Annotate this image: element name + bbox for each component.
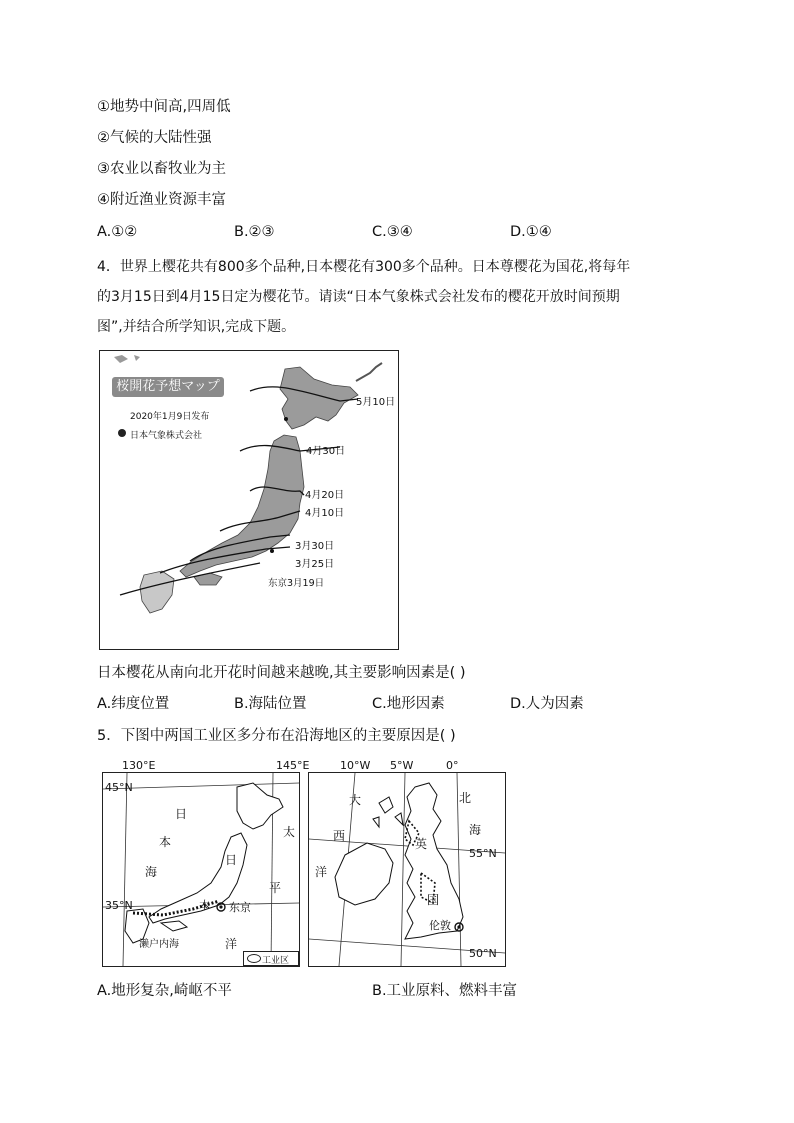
q3-option-b: B.②③ bbox=[234, 224, 275, 240]
q3-item-4: ④附近渔业资源丰富 bbox=[97, 192, 226, 208]
pacific-char-1: 太 bbox=[283, 825, 296, 839]
kyushu-shape bbox=[140, 571, 174, 613]
uk-lat-label-55: 55°N bbox=[469, 847, 497, 860]
japan-legend-label: 工业区 bbox=[262, 956, 290, 966]
sea-of-japan-char-1: 日 bbox=[175, 807, 188, 821]
q3-option-a: A.①② bbox=[97, 224, 138, 240]
isoline-label-tokyo: 东京3月19日 bbox=[268, 578, 325, 589]
isoline-label-apr20: 4月20日 bbox=[305, 490, 345, 501]
q3-option-d: D.①④ bbox=[510, 224, 552, 240]
q4-stem bbox=[97, 252, 697, 342]
shikoku-shape bbox=[194, 573, 222, 585]
hokkaido-outline bbox=[237, 783, 283, 829]
hokkaido-shape bbox=[280, 367, 358, 429]
q4-question: 日本樱花从南向北开花时间越来越晚,其主要影响因素是( ) bbox=[97, 665, 466, 681]
uk-lon-label-10w: 10°W bbox=[340, 759, 371, 772]
pacific-char-2: 平 bbox=[269, 881, 282, 895]
uk-lon-label-0: 0° bbox=[446, 759, 459, 772]
korea-outline bbox=[114, 355, 140, 363]
japan-lat-label-35: 35°N bbox=[105, 899, 133, 912]
japan-map-legend bbox=[243, 951, 299, 966]
q4-option-c: C.地形因素 bbox=[372, 696, 445, 712]
isoline-label-mar25: 3月25日 bbox=[295, 559, 335, 570]
kuril-islands bbox=[356, 363, 382, 381]
london-label: 伦敦 bbox=[429, 919, 451, 932]
q4-stem-line-3: 图”,并结合所学知识,完成下题。 bbox=[97, 319, 296, 335]
isoline-label-may10: 5月10日 bbox=[356, 397, 396, 408]
sakura-map-date: 2020年1月9日发布 bbox=[130, 412, 210, 422]
sea-of-japan-char-2: 本 bbox=[159, 835, 172, 849]
atlantic-char-2: 西 bbox=[333, 829, 346, 843]
q3-item-1: ①地势中间高,四周低 bbox=[97, 99, 231, 115]
sea-of-japan-char-3: 海 bbox=[145, 865, 158, 879]
uk-industry-map-drawing bbox=[309, 773, 505, 966]
uk-lon-label-5w: 5°W bbox=[390, 759, 414, 772]
q5-option-b: B.工业原料、燃料丰富 bbox=[372, 983, 518, 999]
ireland-outline bbox=[335, 843, 393, 905]
japan-sakura-map-drawing bbox=[100, 351, 398, 649]
great-britain-outline bbox=[405, 783, 463, 939]
q4-stem-line-2: 的3月15日到4月15日定为樱花节。请读“日本气象株式会社发布的樱花开放时间预期 bbox=[97, 289, 620, 305]
sapporo-dot bbox=[284, 417, 288, 421]
shikoku-outline bbox=[161, 921, 187, 931]
isoline-label-mar30: 3月30日 bbox=[295, 541, 335, 552]
sakura-map-publisher: 日本气象株式会社 bbox=[130, 431, 203, 441]
japan-char-1: 日 bbox=[225, 853, 238, 867]
japan-lon-label-145: 145°E bbox=[276, 759, 310, 772]
isoline-label-apr10: 4月10日 bbox=[305, 508, 345, 519]
isoline-label-apr30: 4月30日 bbox=[306, 446, 346, 457]
q3-item-3: ③农业以畜牧业为主 bbox=[97, 161, 226, 177]
q4-option-d: D.人为因素 bbox=[510, 696, 584, 712]
tokyo-label: 东京 bbox=[229, 901, 251, 914]
seto-inland-sea-label: 濑户内海 bbox=[139, 939, 179, 950]
scottish-isles-outline bbox=[373, 797, 403, 827]
atlantic-char-3: 洋 bbox=[315, 865, 328, 879]
north-sea-char-2: 海 bbox=[469, 823, 482, 837]
japan-char-2: 本 bbox=[199, 899, 210, 912]
q3-option-c: C.③④ bbox=[372, 224, 413, 240]
q3-item-2: ②气候的大陆性强 bbox=[97, 130, 212, 146]
q5-option-a: A.地形复杂,崎岖不平 bbox=[97, 983, 232, 999]
japan-lat-label-45: 45°N bbox=[105, 781, 133, 794]
q5-question: 5．下图中两国工业区多分布在沿海地区的主要原因是( ) bbox=[97, 728, 456, 744]
tokyo-dot bbox=[270, 549, 274, 553]
q4-stem-line-1: 4．世界上樱花共有800多个品种,日本樱花有300多个品种。日本尊樱花为国花,将每年 bbox=[97, 259, 631, 275]
q4-option-b: B.海陆位置 bbox=[234, 696, 307, 712]
industrial-zone-legend-icon bbox=[247, 954, 261, 963]
uk-char-2: 国 bbox=[427, 893, 440, 907]
sakura-map-title: 桜開花予想マップ bbox=[112, 377, 224, 397]
uk-lat-label-50: 50°N bbox=[469, 947, 497, 960]
uk-industry-map bbox=[308, 772, 506, 967]
uk-char-1: 英 bbox=[415, 837, 428, 851]
japan-lon-label-130: 130°E bbox=[122, 759, 156, 772]
north-sea-char-1: 北 bbox=[459, 791, 472, 805]
atlantic-char-1: 大 bbox=[349, 793, 362, 807]
japan-industry-map-drawing bbox=[103, 773, 299, 966]
japan-industry-map bbox=[102, 772, 300, 967]
sakura-map bbox=[99, 350, 399, 650]
pacific-char-3: 洋 bbox=[225, 937, 238, 951]
q4-option-a: A.纬度位置 bbox=[97, 696, 170, 712]
